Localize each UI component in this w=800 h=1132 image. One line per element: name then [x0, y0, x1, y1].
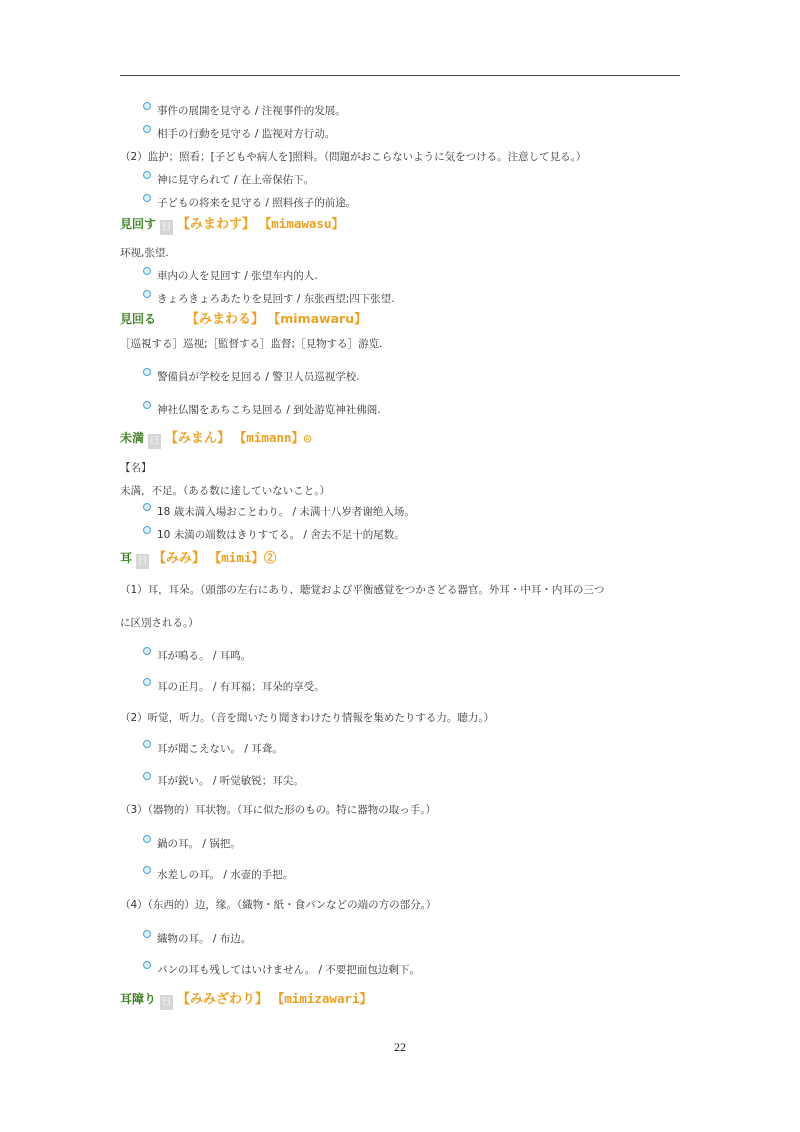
bullet-icon — [143, 171, 151, 179]
romaji-reading: 【mimann】◎ — [240, 430, 312, 445]
example-item — [143, 742, 283, 756]
example-text: 耳の正月。 / 有耳福；耳朵的享受。 — [157, 681, 325, 693]
kana-reading: 【みまん】 — [165, 431, 231, 446]
romaji-reading: 【mimawaru】 — [274, 311, 367, 326]
headword: 見回す — [120, 217, 157, 231]
example-text: 子どもの将来を見守る / 照料孩子的前途。 — [157, 197, 357, 209]
example-item — [143, 837, 241, 851]
kana-reading: 【みみざわり】 — [177, 992, 269, 1007]
headword: 見回る — [120, 312, 157, 326]
headword: 耳障り — [120, 992, 157, 1006]
example-text: 相手の行動を見守る / 监视对方行动。 — [157, 128, 336, 140]
example-item — [143, 127, 335, 141]
sense-definition: 未满，不足。（ある数に達していないこと。） — [120, 485, 330, 497]
example-text: 車内の人を見回す / 张望车内的人. — [157, 270, 318, 282]
example-text: 10 未満の端数はきりすてる。 / 舍去不足十的尾数。 — [157, 529, 405, 541]
sense-definition: （1）耳，耳朵。（頭部の左右にあり、聴覚および平衡感覚をつかさどる器官。外耳・中耳・内耳の三つ — [120, 584, 605, 596]
japanese-tag-icon: 日 — [137, 556, 148, 567]
bullet-icon — [143, 290, 151, 298]
example-item — [143, 505, 415, 519]
example-text: 耳が聞こえない。 / 耳聋。 — [157, 743, 283, 755]
bullet-icon — [143, 930, 151, 938]
example-item — [143, 649, 251, 663]
example-item — [143, 269, 318, 283]
entry-heading — [120, 991, 372, 1010]
bullet-icon — [143, 772, 151, 780]
example-item — [143, 370, 360, 384]
example-item — [143, 680, 325, 694]
romaji-reading: 【mimi】② — [215, 550, 277, 565]
sense-definition: ［巡視する］巡视;［監督する］监督;［見物する］游览. — [120, 338, 383, 350]
example-text: 神社仏閣をあちこち見回る / 到处游览神社佛阁. — [157, 404, 381, 416]
kana-reading: 【みまわる】 — [186, 312, 265, 327]
entry-heading — [120, 430, 311, 449]
bullet-icon — [143, 647, 151, 655]
bullet-icon — [143, 503, 151, 511]
example-text: 鍋の耳。 / 锅把。 — [157, 838, 241, 850]
header-rule — [120, 75, 680, 76]
kana-reading: 【みみ】 — [153, 551, 206, 566]
bullet-icon — [143, 368, 151, 376]
headword: 未満 — [120, 431, 145, 445]
bullet-icon — [143, 961, 151, 969]
example-item — [143, 403, 381, 417]
bullet-icon — [143, 678, 151, 686]
sense-definition: （2）听觉，听力。（音を聞いたり聞きわけたり情報を集めたりする力。聴力。） — [120, 712, 495, 724]
example-item — [143, 963, 420, 977]
part-of-speech: 【名】 — [120, 462, 152, 474]
sense-definition: （2）监护；照看；[子どもや病人を]照料。（問題がおこらないように気をつける。注意して見る。） — [120, 151, 587, 163]
example-item — [143, 173, 314, 187]
example-item — [143, 196, 356, 210]
bullet-icon — [143, 125, 151, 133]
example-text: 神に見守られて / 在上帝保佑下。 — [157, 174, 315, 186]
sense-definition-cont: に区別される。） — [120, 617, 199, 629]
entry-heading — [120, 311, 367, 328]
example-item — [143, 528, 405, 542]
entry-heading — [120, 216, 344, 235]
bullet-icon — [143, 102, 151, 110]
example-text: きょろきょろあたりを見回す / 东张西望;四下张望. — [157, 293, 395, 305]
romaji-reading: 【mimawasu】 — [265, 216, 344, 231]
example-item — [143, 932, 251, 946]
kana-reading: 【みまわす】 — [177, 217, 256, 232]
sense-definition: （4）（东西的）边，缘。（織物・紙・食パンなどの端の方の部分。） — [120, 899, 437, 911]
japanese-tag-icon: 日 — [161, 997, 172, 1008]
example-text: 事件の展開を見守る / 注视事件的发展。 — [157, 105, 346, 117]
example-text: 警備員が学校を見回る / 警卫人员巡视学校. — [157, 371, 360, 383]
bullet-icon — [143, 401, 151, 409]
bullet-icon — [143, 866, 151, 874]
headword: 耳 — [120, 551, 133, 565]
example-text: 18 歳未満入場おことわり。 / 未满十八岁者谢绝入场。 — [157, 506, 415, 518]
bullet-icon — [143, 194, 151, 202]
bullet-icon — [143, 267, 151, 275]
entry-heading — [120, 550, 276, 569]
example-item — [143, 104, 346, 118]
example-text: 織物の耳。 / 布边。 — [157, 933, 252, 945]
japanese-tag-icon: 日 — [161, 222, 172, 233]
bullet-icon — [143, 526, 151, 534]
example-text: 耳が鳴る。 / 耳鸣。 — [157, 650, 252, 662]
romaji-reading: 【mimizawari】 — [278, 991, 373, 1006]
japanese-tag-icon: 日 — [149, 436, 160, 447]
bullet-icon — [143, 740, 151, 748]
example-text: 水差しの耳。 / 水壶的手把。 — [157, 869, 294, 881]
sense-definition: 环视,张望. — [120, 247, 169, 259]
example-text: 耳が鋭い。 / 听觉敏锐；耳尖。 — [157, 775, 304, 787]
example-text: パンの耳も残してはいけません。 / 不要把面包边剩下。 — [157, 964, 420, 976]
bullet-icon — [143, 835, 151, 843]
page-number: 22 — [394, 1040, 406, 1054]
example-item — [143, 868, 293, 882]
example-item — [143, 292, 395, 306]
sense-definition: （3）（器物的）耳状物。（耳に似た形のもの。特に器物の取っ手。） — [120, 804, 437, 816]
example-item — [143, 774, 304, 788]
